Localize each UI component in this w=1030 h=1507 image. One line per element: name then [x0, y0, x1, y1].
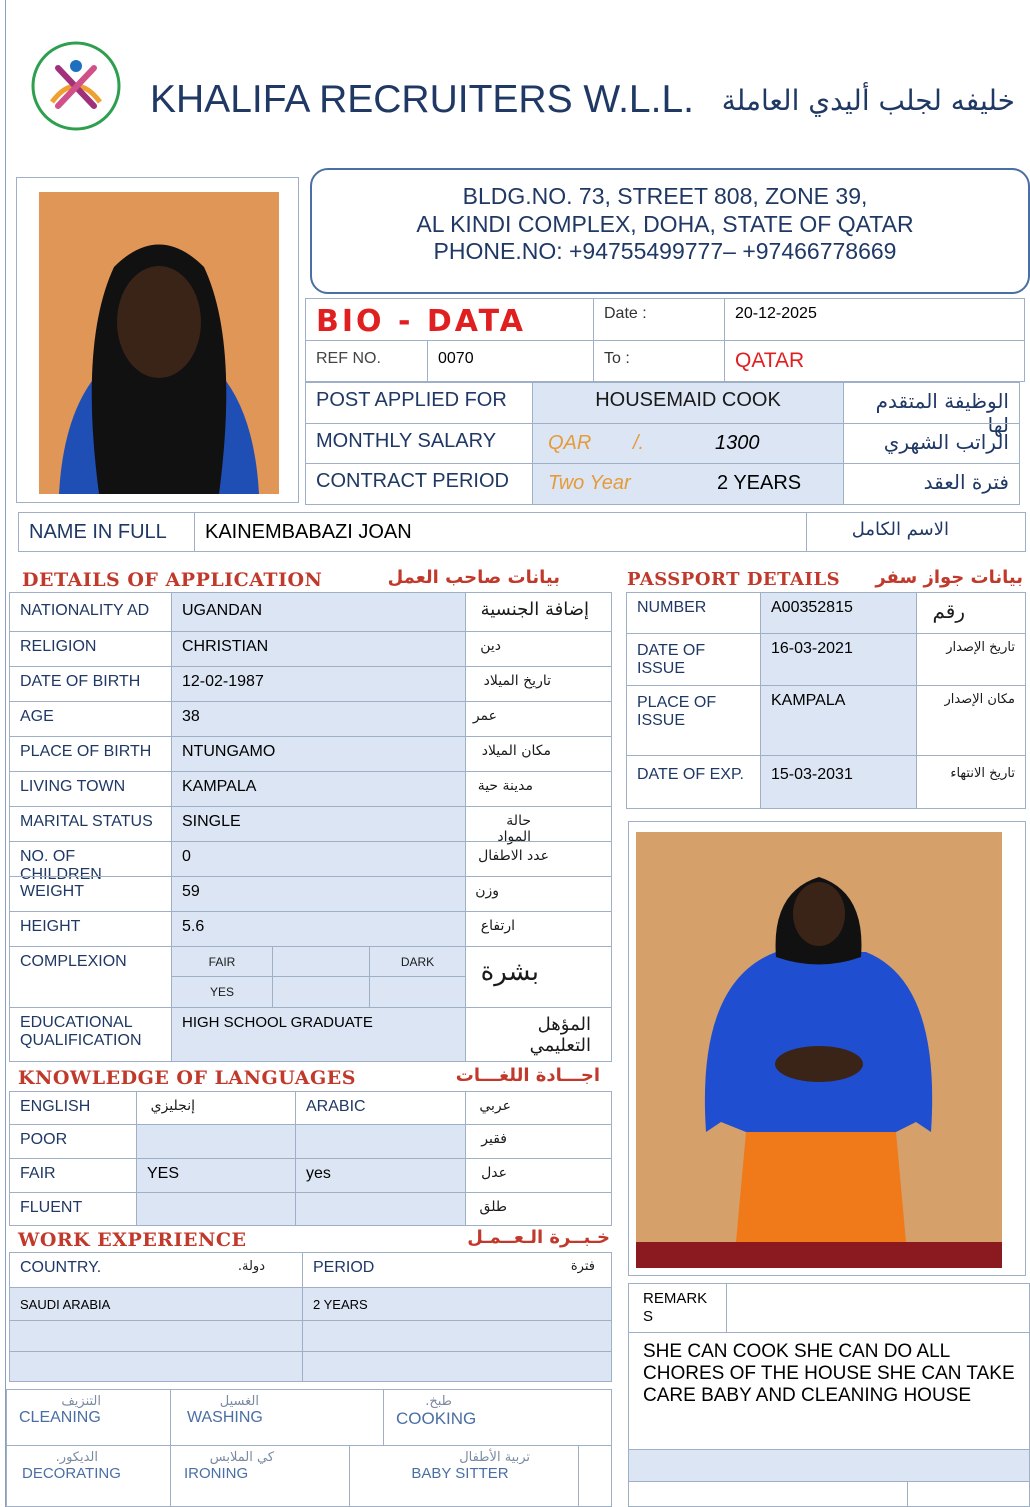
salary-cell	[532, 423, 844, 464]
lang-level-ar: طلق	[465, 1192, 612, 1226]
remarks-header-cell	[726, 1283, 1030, 1333]
skill-washing	[170, 1389, 384, 1446]
work-empty-cell	[9, 1320, 303, 1352]
issue-date-label-2: ISSUE	[637, 660, 686, 677]
edu-label-line1: EDUCATIONAL	[20, 1014, 133, 1031]
name-value: KAINEMBABAZI JOAN	[194, 512, 807, 552]
complexion-dark: DARK	[369, 946, 466, 977]
app-row-ar: وزن	[465, 876, 612, 912]
application-title-ar: بيانات صاحب العمل	[387, 567, 560, 588]
lang-level-label: POOR	[9, 1124, 137, 1159]
issue-place-label-1: PLACE OF	[637, 694, 717, 711]
passport-title-ar: بيانات جواز سفر	[875, 567, 1023, 588]
salary-value: 1300	[715, 432, 760, 454]
remarks-line-1: SHE CAN COOK SHE CAN DO ALL	[643, 1341, 951, 1362]
expiry-label: DATE OF EXP.	[626, 755, 761, 809]
contract-hint: Two Year	[548, 472, 631, 494]
lang-english-level: YES	[136, 1158, 296, 1193]
app-row-value: 5.6	[171, 911, 466, 947]
full-body-photo	[636, 832, 1002, 1268]
app-row-label: NO. OF CHILDREN	[9, 841, 172, 877]
issue-place-ar: مكان الإصدار	[916, 685, 1026, 756]
salary-separator: /.	[633, 432, 645, 454]
remarks-footer-cell	[907, 1481, 1030, 1507]
skill-cooking	[383, 1389, 612, 1446]
skill-ar: تربية الأطفال	[459, 1450, 530, 1465]
languages-table	[9, 1091, 612, 1226]
skill-baby-sitter	[349, 1445, 579, 1507]
work-table	[9, 1252, 612, 1382]
lang-english-header: ENGLISH	[9, 1091, 137, 1125]
remarks-line-3: CARE BABY AND CLEANING HOUSE	[643, 1385, 972, 1406]
passport-title: PASSPORT DETAILS	[627, 569, 841, 590]
remarks-label-2: S	[643, 1308, 654, 1325]
to-value: QATAR	[724, 340, 1025, 382]
app-row-value: UGANDAN	[171, 592, 466, 632]
skill-cleaning	[6, 1389, 171, 1446]
post-ar: الوظيفة المتقدم لها	[843, 382, 1020, 424]
skill-en: COOKING	[396, 1409, 477, 1428]
app-row-value: 59	[171, 876, 466, 912]
salary-currency: QAR	[548, 432, 592, 454]
issue-place-label-2: ISSUE	[637, 712, 686, 729]
lang-english-level	[136, 1192, 296, 1226]
ref-value: 0070	[427, 340, 594, 382]
app-row-value: CHRISTIAN	[171, 631, 466, 667]
passport-table	[626, 592, 1026, 809]
app-row-value: 0	[171, 841, 466, 877]
skill-decorating	[6, 1445, 171, 1507]
full-body-photo-frame	[628, 821, 1026, 1276]
app-row-value: 12-02-1987	[171, 666, 466, 702]
work-period: 2 YEARS	[302, 1287, 612, 1321]
app-row-ar: ارتفاع	[465, 911, 612, 947]
name-ar: الاسم الكامل	[806, 512, 1026, 552]
app-row-ar: عدد الاطفال	[465, 841, 612, 877]
expiry-value: 15-03-2031	[760, 755, 917, 809]
skill-empty-cell	[578, 1445, 612, 1507]
work-empty-cell	[302, 1320, 612, 1352]
page-left-rule	[5, 0, 6, 1507]
salary-label: MONTHLY SALARY	[305, 423, 533, 464]
complexion-yes: YES	[171, 976, 273, 1008]
skill-en: BABY SITTER	[411, 1465, 509, 1482]
contract-label: CONTRACT PERIOD	[305, 463, 533, 505]
application-table	[9, 592, 612, 1062]
work-empty-cell	[9, 1351, 303, 1382]
expiry-ar: تاريخ الانتهاء	[916, 755, 1026, 809]
skill-ar: طبخ.	[425, 1394, 452, 1409]
languages-title-ar: اجـــادة اللغـــات	[455, 1065, 600, 1086]
app-row-ar: عمر	[465, 701, 612, 737]
app-row-ar: مكان الميلاد	[465, 736, 612, 772]
skill-ironing	[170, 1445, 350, 1507]
lang-level-label: FAIR	[9, 1158, 137, 1193]
skill-ar: كي الملابس	[209, 1450, 274, 1465]
app-row-ar: دين	[465, 631, 612, 667]
issue-date-label	[626, 633, 761, 686]
post-value: HOUSEMAID COOK	[532, 382, 844, 424]
skill-en: DECORATING	[22, 1465, 121, 1482]
remarks-line-2: CHORES OF THE HOUSE SHE CAN TAKE	[643, 1363, 1015, 1384]
app-row-label: DATE OF BIRTH	[9, 666, 172, 702]
work-title-ar: خـبــرة الـعــمـل	[467, 1227, 610, 1248]
languages-title: KNOWLEDGE OF LANGUAGES	[18, 1067, 356, 1089]
skill-en: WASHING	[187, 1409, 263, 1426]
app-row-label: MARITAL STATUS	[9, 806, 172, 842]
contract-value: 2 YEARS	[717, 472, 802, 494]
skills-grid	[6, 1389, 612, 1507]
skill-ar: الغسيل	[219, 1394, 259, 1409]
name-label: NAME IN FULL	[18, 512, 195, 552]
passport-number-value: A00352815	[760, 592, 917, 634]
app-row-ar: تاريخ الميلاد	[465, 666, 612, 702]
app-row-label: HEIGHT	[9, 911, 172, 947]
complexion-fair: FAIR	[171, 946, 273, 977]
skill-en: IRONING	[184, 1465, 249, 1482]
ref-label: REF NO.	[305, 340, 428, 382]
app-row-label: RELIGION	[9, 631, 172, 667]
work-empty-cell	[302, 1351, 612, 1382]
edu-label	[9, 1007, 172, 1062]
issue-date-label-1: DATE OF	[637, 642, 706, 659]
issue-place-value: KAMPALA	[760, 685, 917, 756]
remarks-footer-cell	[628, 1449, 1030, 1482]
lang-english-level	[136, 1124, 296, 1159]
app-row-label: PLACE OF BIRTH	[9, 736, 172, 772]
passport-number-ar: رقم	[916, 592, 1026, 634]
address-line-2: AL KINDI COMPLEX, DOHA, STATE OF QATAR	[416, 211, 914, 237]
app-row-ar: مدينة حية	[465, 771, 612, 807]
company-name-en: KHALIFA RECRUITERS W.L.L.	[150, 78, 694, 121]
complexion-label: COMPLEXION	[9, 946, 172, 1008]
remarks-text	[628, 1332, 1030, 1450]
complexion-mid	[272, 946, 370, 977]
app-row-label: NATIONALITY AD	[9, 592, 172, 632]
portrait-photo-frame	[16, 177, 299, 503]
phone-line: PHONE.NO: +94755499777– +97466778669	[433, 238, 897, 264]
issue-place-label	[626, 685, 761, 756]
app-row-value: KAMPALA	[171, 771, 466, 807]
app-row-ar: إضافة الجنسية	[465, 592, 612, 632]
company-name-ar: خليفه لجلب أليدي العاملة	[721, 84, 1015, 117]
skill-ar: التنزيف	[61, 1394, 101, 1409]
skill-en: CLEANING	[19, 1409, 101, 1426]
contract-ar: فترة العقد	[843, 463, 1020, 505]
work-period-header: PERIOD	[302, 1252, 612, 1288]
work-country: SAUDI ARABIA	[9, 1287, 303, 1321]
app-row-label: AGE	[9, 701, 172, 737]
address-line-1: BLDG.NO. 73, STREET 808, ZONE 39,	[462, 183, 868, 209]
work-title: WORK EXPERIENCE	[18, 1229, 247, 1251]
issue-date-value: 16-03-2021	[760, 633, 917, 686]
edu-ar: المؤهل التعليمي	[465, 1007, 612, 1062]
work-country-header: COUNTRY.	[9, 1252, 303, 1288]
lang-arabic-level: yes	[295, 1158, 466, 1193]
work-country-header-ar: دولة.	[237, 1259, 265, 1274]
remarks-label	[628, 1283, 727, 1333]
bio-data-title: BIO - DATA	[316, 304, 527, 339]
app-row-value: 38	[171, 701, 466, 737]
app-row-value: SINGLE	[171, 806, 466, 842]
lang-arabic-level	[295, 1192, 466, 1226]
lang-arabic-header: ARABIC	[295, 1091, 466, 1125]
complexion-empty	[272, 976, 370, 1008]
app-row-value: NTUNGAMO	[171, 736, 466, 772]
edu-label-line2: QUALIFICATION	[20, 1032, 142, 1049]
lang-english-ar: إنجليزي	[136, 1091, 296, 1125]
company-logo	[30, 40, 122, 132]
to-label: To :	[593, 340, 725, 382]
lang-level-ar: فقير	[465, 1124, 612, 1159]
edu-value: HIGH SCHOOL GRADUATE	[171, 1007, 466, 1062]
lang-arabic-ar: عربي	[465, 1091, 612, 1125]
date-value: 20-12-2025	[724, 298, 1025, 341]
lang-level-label: FLUENT	[9, 1192, 137, 1226]
bio-data-title-cell	[305, 298, 594, 341]
date-label: Date :	[593, 298, 725, 341]
complexion-ar: بشرة	[465, 946, 612, 1008]
lang-arabic-level	[295, 1124, 466, 1159]
issue-date-ar: تاريخ الإصدار	[916, 633, 1026, 686]
skill-ar: الديكور.	[55, 1450, 98, 1465]
remarks-footer-cell	[628, 1481, 908, 1507]
app-row-label: WEIGHT	[9, 876, 172, 912]
salary-ar: الراتب الشهري	[843, 423, 1020, 464]
portrait-photo	[39, 192, 279, 494]
remarks-box	[628, 1283, 1030, 1507]
post-label: POST APPLIED FOR	[305, 382, 533, 424]
application-title: DETAILS OF APPLICATION	[22, 569, 323, 591]
lang-level-ar: عدل	[465, 1158, 612, 1193]
app-row-ar: حالة المواد	[465, 806, 612, 842]
contract-cell	[532, 463, 844, 505]
app-row-label: LIVING TOWN	[9, 771, 172, 807]
remarks-label-1: REMARK	[643, 1290, 708, 1307]
complexion-empty	[369, 976, 466, 1008]
work-period-header-ar: فترة	[570, 1259, 595, 1274]
passport-number-label: NUMBER	[626, 592, 761, 634]
